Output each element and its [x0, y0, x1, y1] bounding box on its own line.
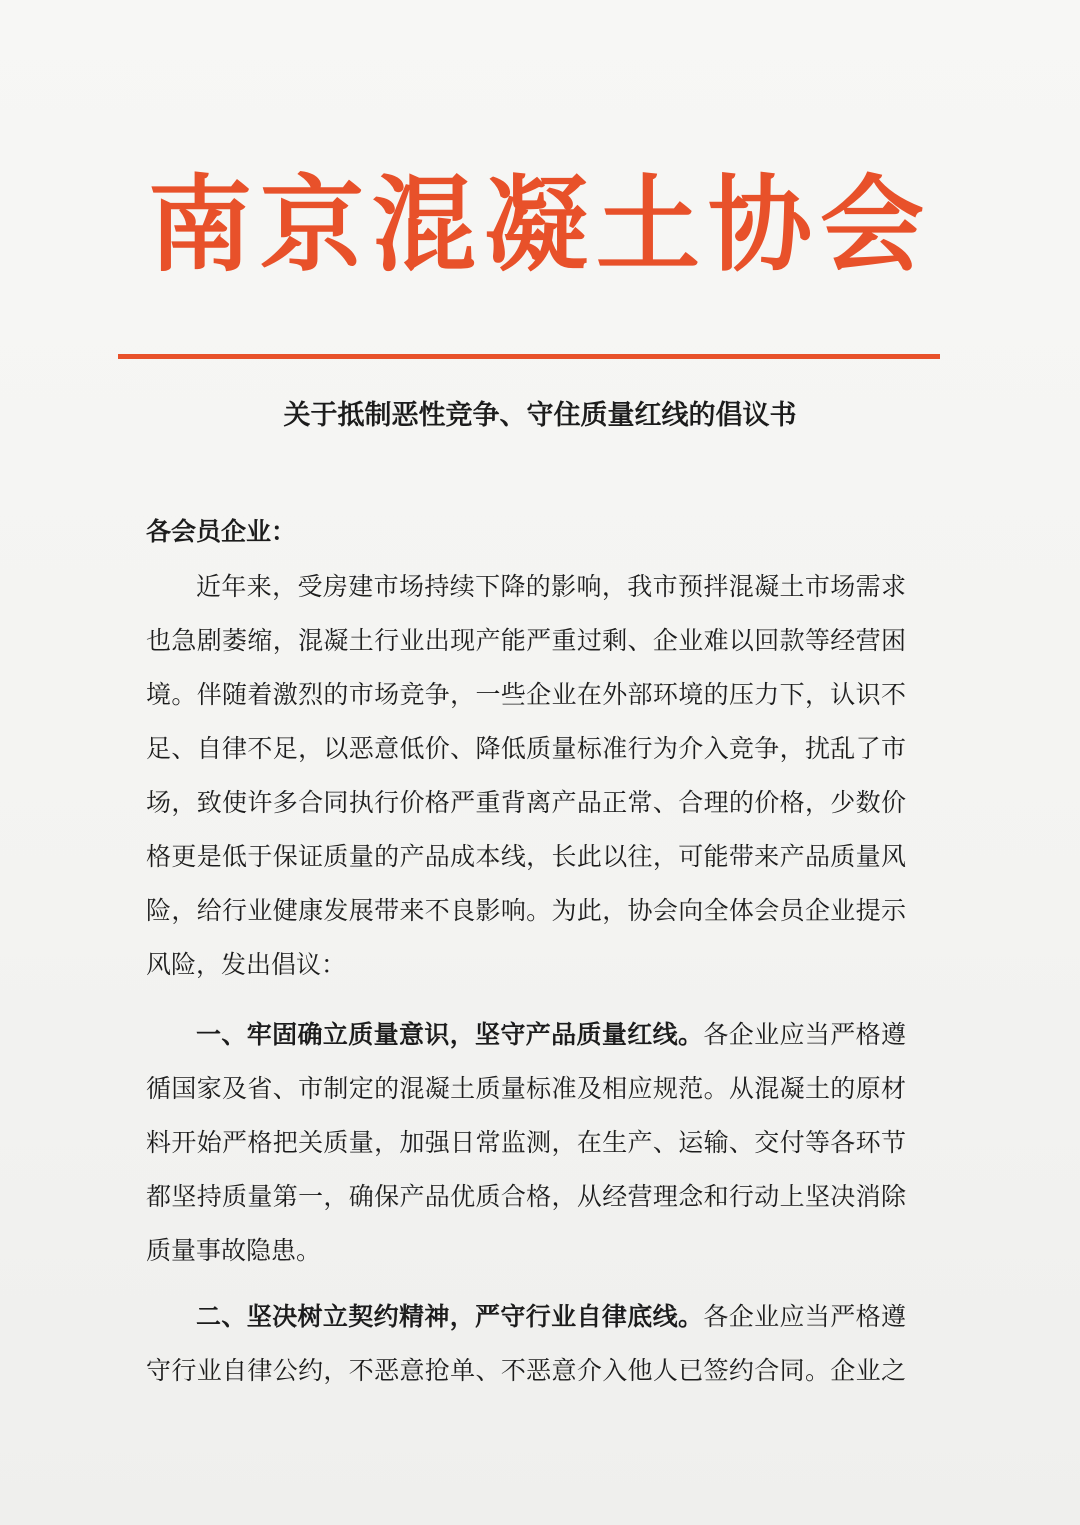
paragraph-line: 境。伴随着激烈的市场竞争，一些企业在外部环境的压力下，认识不	[146, 680, 906, 709]
organization-letterhead: 南京混凝土协会	[147, 163, 932, 286]
paragraph-line: 格更是低于保证质量的产品成本线，长此以往，可能带来产品质量风	[146, 842, 906, 871]
letterhead-divider	[118, 354, 940, 359]
paragraph-line: 险，给行业健康发展带来不良影响。为此，协会向全体会员企业提示	[146, 896, 906, 925]
paragraph-line: 循国家及省、市制定的混凝土质量标准及相应规范。从混凝土的原材	[146, 1074, 906, 1103]
paragraph-line: 场，致使许多合同执行价格严重背离产品正常、合理的价格，少数价	[146, 788, 906, 817]
salutation: 各会员企业：	[146, 517, 297, 546]
paragraph-line: 也急剧萎缩，混凝土行业出现产能严重过剩、企业难以回款等经营困	[146, 626, 906, 655]
paragraph-line: 足、自律不足，以恶意低价、降低质量标准行为介入竞争，扰乱了市	[146, 734, 906, 763]
paragraph-line: 守行业自律公约，不恶意抢单、不恶意介入他人已签约合同。企业之	[146, 1356, 906, 1385]
paragraph-line: 都坚持质量第一，确保产品优质合格，从经营理念和行动上坚决消除	[146, 1182, 906, 1211]
item-text: 各企业应当严格遵	[703, 1020, 906, 1049]
paragraph-line: 料开始严格把关质量，加强日常监测，在生产、运输、交付等各环节	[146, 1128, 906, 1157]
paragraph-line: 近年来，受房建市场持续下降的影响，我市预拌混凝土市场需求	[196, 572, 906, 601]
paragraph-line: 质量事故隐患。	[146, 1236, 322, 1265]
paragraph-item-one	[146, 1008, 906, 1278]
item-text: 各企业应当严格遵	[703, 1302, 906, 1331]
document-title: 关于抵制恶性竞争、守住质量红线的倡议书	[283, 400, 797, 431]
item-heading: 一、牢固确立质量意识，坚守产品质量红线。	[196, 1020, 704, 1049]
paragraph-first-line	[146, 1290, 906, 1344]
paragraph-item-two	[146, 1290, 906, 1398]
paragraph-line: 风险，发出倡议：	[146, 950, 347, 979]
item-heading: 二、坚决树立契约精神，严守行业自律底线。	[196, 1302, 704, 1331]
paragraph-first-line	[146, 1008, 906, 1062]
paragraph-intro	[146, 560, 906, 992]
